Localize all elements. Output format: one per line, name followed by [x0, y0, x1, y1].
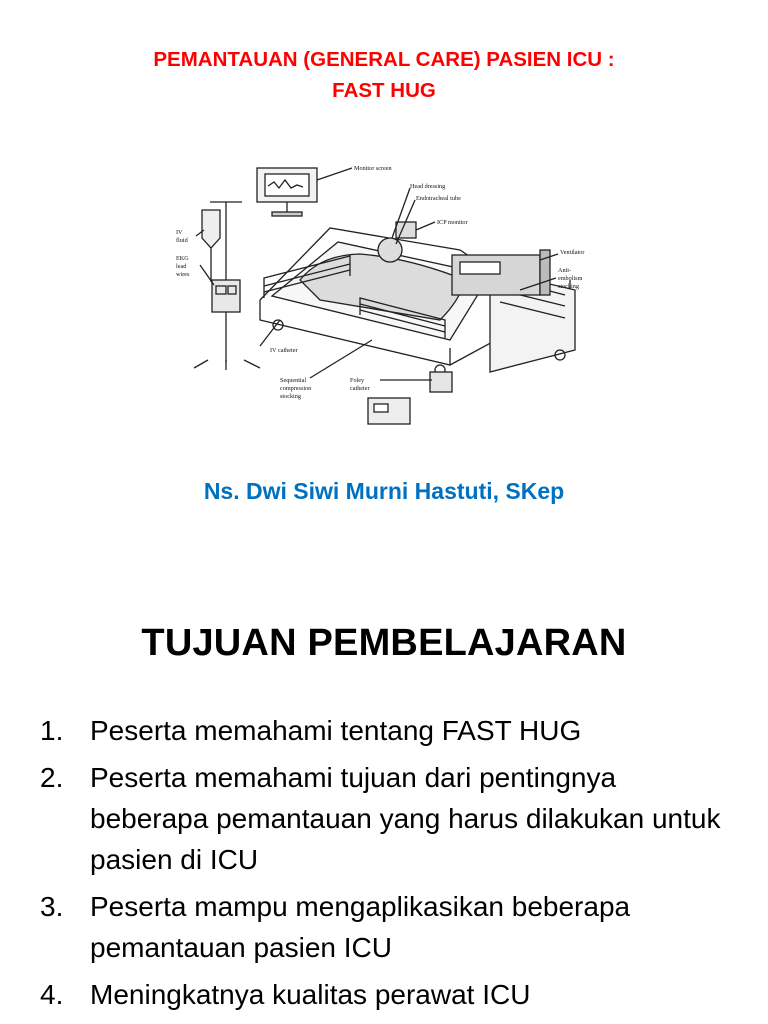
- label-ekg-2: lead: [176, 263, 187, 270]
- label-monitor-screen: Monitor screen: [354, 165, 392, 172]
- objective-text: Meningkatnya kualitas perawat ICU: [90, 979, 531, 1010]
- objective-number: 1.: [40, 715, 64, 746]
- label-sequential-1: Sequential: [280, 377, 307, 384]
- label-ekg-1: EKG: [176, 255, 189, 262]
- objective-text: Peserta memahami tentang FAST HUG: [90, 715, 582, 746]
- objectives-list: [40, 710, 740, 1021]
- label-ventilator: Ventilator: [560, 249, 585, 256]
- objective-item: [40, 710, 740, 751]
- title-line-1: PEMANTAUAN (GENERAL CARE) PASIEN ICU :: [153, 48, 615, 71]
- icu-bed-illustration: [160, 150, 610, 455]
- label-iv-fluid-1: IV: [176, 229, 183, 236]
- label-ekg-3: wires: [176, 271, 190, 278]
- label-iv-catheter: IV catheter: [270, 347, 298, 354]
- label-icp-monitor: ICP monitor: [437, 219, 468, 226]
- slide-title-heading: [0, 44, 768, 106]
- objectives-heading: TUJUAN PEMBELAJARAN: [141, 622, 627, 664]
- objective-item: [40, 757, 740, 880]
- slide-objectives: [0, 560, 768, 1024]
- label-foley-1: Foley: [350, 377, 365, 384]
- objective-text: Peserta memahami tujuan dari pentingnya beberapa pemantauan yang harus dilakukan untuk pasien di ICU: [90, 762, 721, 875]
- label-sequential-2: compression: [280, 385, 312, 392]
- objective-text: Peserta mampu mengaplikasikan beberapa pemantauan pasien ICU: [90, 891, 631, 963]
- label-iv-fluid-2: fluid: [176, 237, 188, 244]
- label-endotracheal-tube: Endotracheal tube: [416, 195, 461, 202]
- label-anti-embolism-1: Anti-: [558, 267, 572, 274]
- label-foley-2: catheter: [350, 385, 370, 392]
- label-anti-embolism-2: embolism: [558, 275, 583, 282]
- author-name: Ns. Dwi Siwi Murni Hastuti, SKep: [203, 478, 565, 504]
- objective-item: [40, 974, 740, 1015]
- label-head-dressing: Head dressing: [410, 183, 446, 190]
- label-anti-embolism-3: stocking: [558, 283, 579, 290]
- objective-number: 2.: [40, 762, 64, 793]
- label-sequential-3: stocking: [280, 393, 301, 400]
- title-line-2: FAST HUG: [332, 79, 436, 102]
- objective-number: 4.: [40, 979, 64, 1010]
- objective-item: [40, 886, 740, 968]
- objective-number: 3.: [40, 891, 64, 922]
